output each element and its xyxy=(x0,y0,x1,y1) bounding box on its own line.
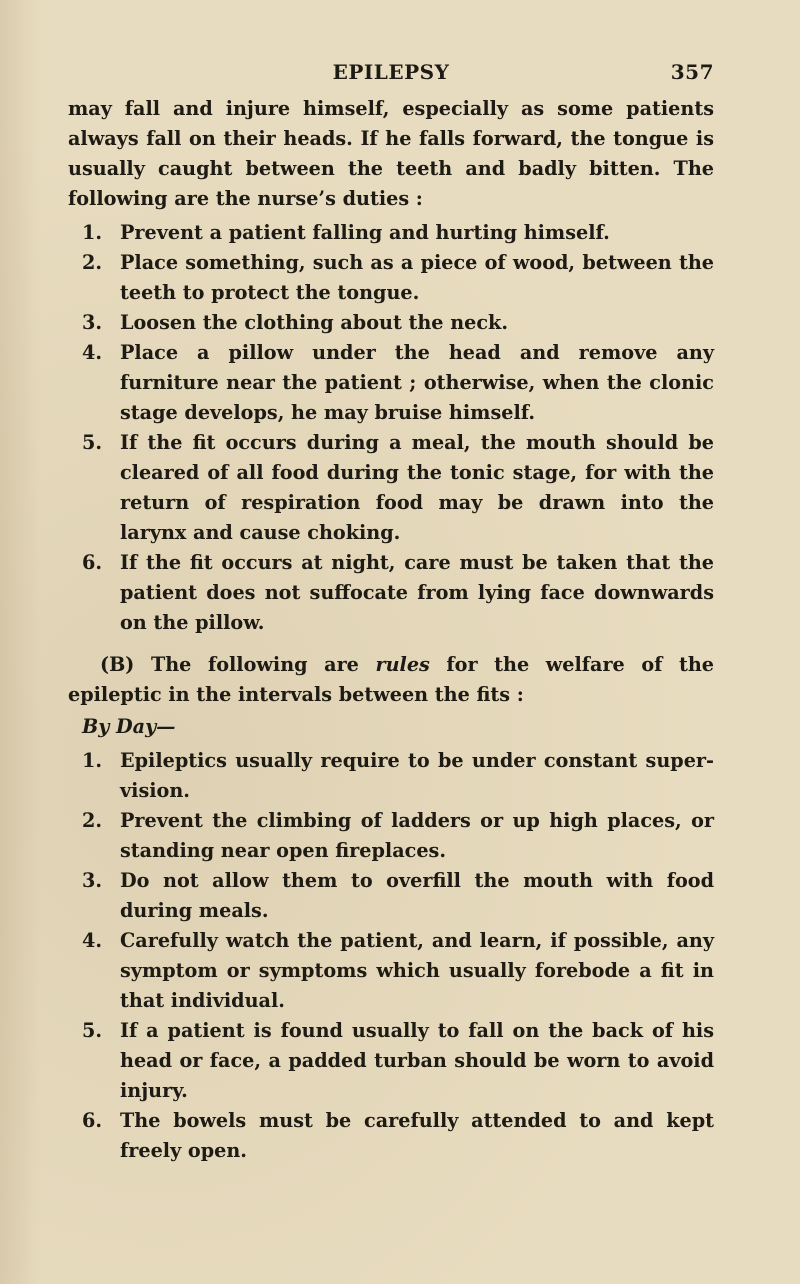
item-number: 6. xyxy=(82,551,103,574)
intro-paragraph: may fall and injure himself, especially as some patients always fall on their heads. If he falls forward, the tongue is usually caught between the teeth and badly bitten. The following are the nurse’s duties : xyxy=(68,97,714,210)
rules-text-before: (B) The following are xyxy=(100,653,376,676)
by-day-heading: By Day— xyxy=(82,715,176,738)
item-text: If a patient is found usually to fall on the back of his head or face, a padded turban should be worn to avoid injury. xyxy=(120,1019,714,1102)
list-item xyxy=(82,218,714,248)
nurse-duties-list xyxy=(68,218,714,638)
list-item xyxy=(82,548,714,638)
list-item xyxy=(82,926,714,1016)
rules-text-after: for the welfare of the epileptic in the intervals between the fits : xyxy=(68,653,714,706)
item-text: If the fit occurs during a meal, the mouth should be cleared of all food during the tonic stage, for with the return of respiration food may be drawn into the larynx and cause choking. xyxy=(120,431,714,544)
item-number: 1. xyxy=(82,749,103,772)
spacer xyxy=(68,638,714,650)
item-number: 4. xyxy=(82,341,103,364)
item-text: Prevent a patient falling and hurting himself. xyxy=(120,221,610,244)
list-item xyxy=(82,806,714,866)
item-number: 2. xyxy=(82,809,103,832)
item-number: 5. xyxy=(82,431,103,454)
item-text: Do not allow them to overfill the mouth with food during meals. xyxy=(120,869,714,922)
rules-emphasis: rules xyxy=(375,653,430,676)
item-number: 3. xyxy=(82,311,103,334)
item-number: 5. xyxy=(82,1019,103,1042)
item-text: Place a pillow under the head and remove any furniture near the patient ; otherwise, when the clonic stage develops, he may bruise himself. xyxy=(120,341,714,424)
list-item xyxy=(82,746,714,806)
list-item xyxy=(82,1106,714,1166)
list-item xyxy=(82,308,714,338)
item-text: If the fit occurs at night, care must be taken that the patient does not suffocate from lying face downwards on the pillow. xyxy=(120,551,714,634)
list-item xyxy=(82,338,714,428)
list-item xyxy=(82,866,714,926)
item-number: 2. xyxy=(82,251,103,274)
item-text: Carefully watch the patient, and learn, if possible, any symptom or symptoms which usually forebode a fit in that individual. xyxy=(120,929,714,1012)
list-item xyxy=(82,428,714,548)
item-text: Epileptics usually require to be under constant super-vision. xyxy=(120,749,714,802)
item-text: Place something, such as a piece of wood, between the teeth to protect the tongue. xyxy=(120,251,714,304)
list-item xyxy=(82,248,714,308)
item-number: 1. xyxy=(82,221,103,244)
book-page xyxy=(68,58,714,1166)
item-text: Loosen the clothing about the neck. xyxy=(120,311,509,334)
chapter-title: EPILEPSY xyxy=(332,60,450,84)
running-head xyxy=(68,58,714,94)
item-text: The bowels must be carefully attended to and kept freely open. xyxy=(120,1109,714,1162)
item-text: Prevent the climbing of ladders or up high places, or standing near open fireplaces. xyxy=(120,809,714,862)
item-number: 3. xyxy=(82,869,103,892)
rules-paragraph xyxy=(68,650,714,710)
item-number: 4. xyxy=(82,929,103,952)
page-number: 357 xyxy=(670,60,714,84)
by-day-rules-list xyxy=(68,746,714,1166)
list-item xyxy=(82,1016,714,1106)
item-number: 6. xyxy=(82,1109,103,1132)
